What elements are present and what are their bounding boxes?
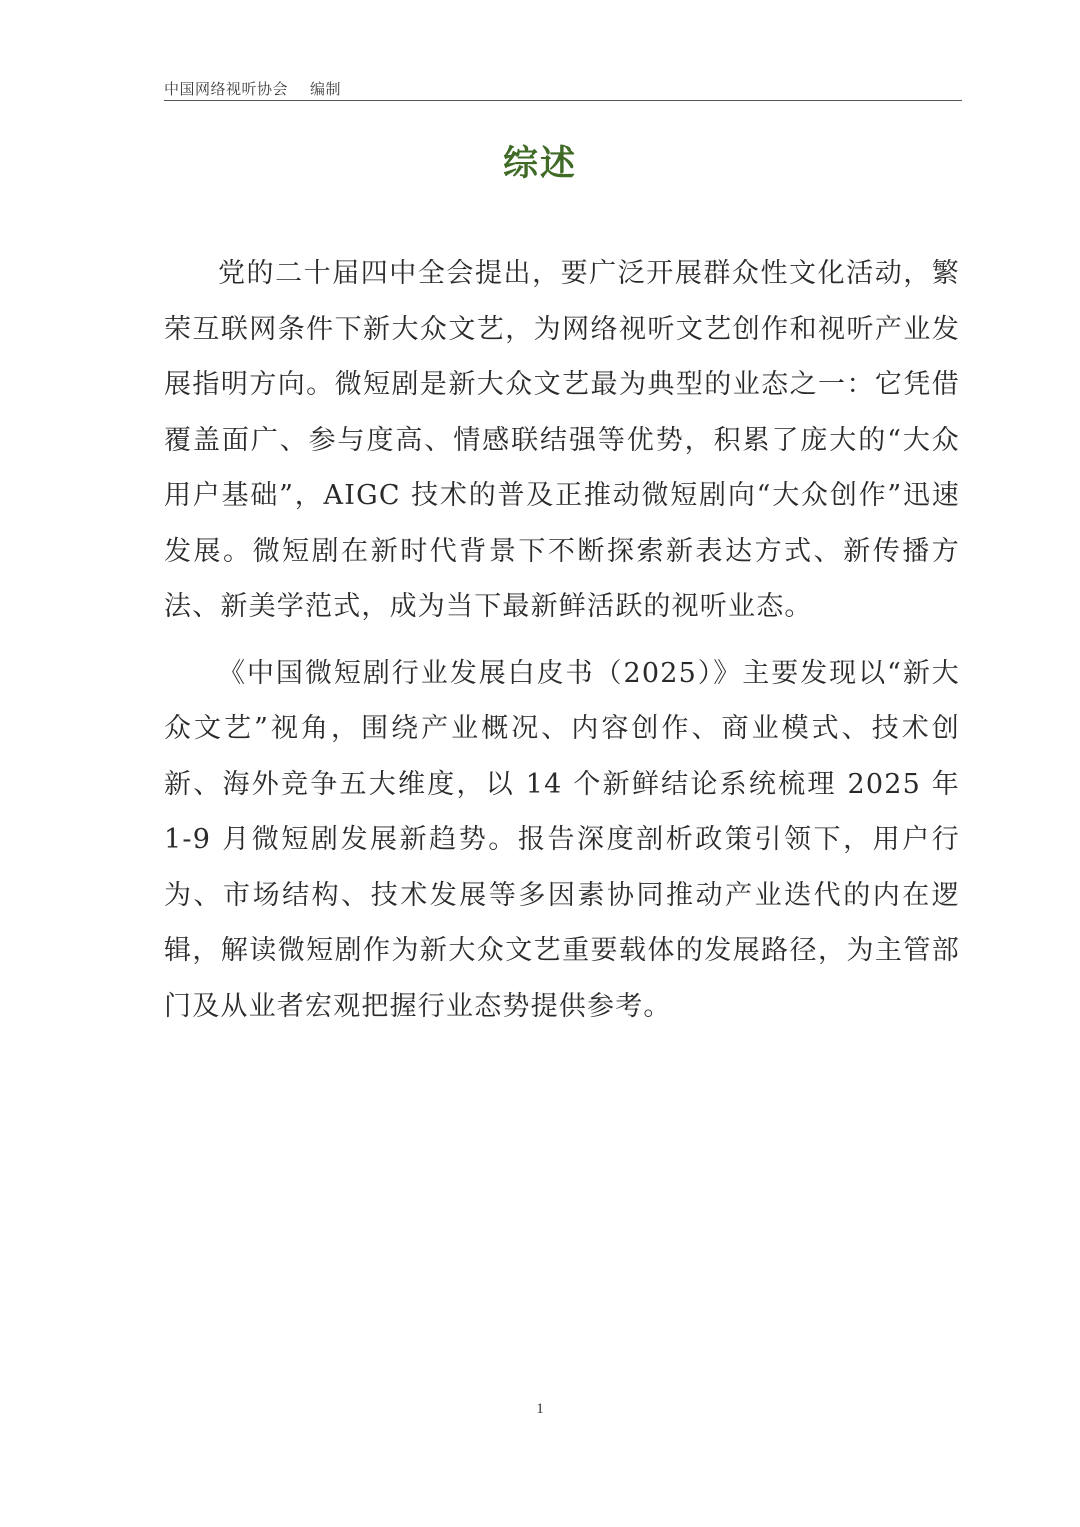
header-organization: 中国网络视听协会: [164, 80, 289, 98]
page-title: 综述: [502, 144, 577, 184]
paragraph-1: 党的二十届四中全会提出，要广泛开展群众性文化活动，繁荣互联网条件下新大众文艺，为网络视听文艺创作和视听产业发展指明方向。微短剧是新大众文艺最为典型的业态之一：它凭借覆盖面广、参与度高、情感联结强等优势，积累了庞大的“大众用户基础”，AIGC 技术的普及正推动微短剧向“大众创作”迅速发展。微短剧在新时代背景下不断探索新表达方式、新传播方法、新美学范式，成为当下最新鲜活跃的视听业态。: [164, 258, 960, 622]
page-number: 1: [536, 1401, 544, 1417]
header-compiled-label: 编制: [310, 80, 342, 98]
header-divider: [164, 100, 962, 101]
paragraph-2: 《中国微短剧行业发展白皮书（2025）》主要发现以“新大众文艺”视角，围绕产业概况、内容创作、商业模式、技术创新、海外竞争五大维度，以 14 个新鲜结论系统梳理 2025 年 1-9 月微短剧发展新趋势。报告深度剖析政策引领下，用户行为、市场结构、技术发展等多因素协同推动产业迭代的内在逻辑，解读微短剧作为新大众文艺重要载体的发展路径，为主管部门及从业者宏观把握行业态势提供参考。: [164, 657, 960, 1022]
body-text: [164, 246, 960, 1034]
running-header: [164, 78, 341, 99]
